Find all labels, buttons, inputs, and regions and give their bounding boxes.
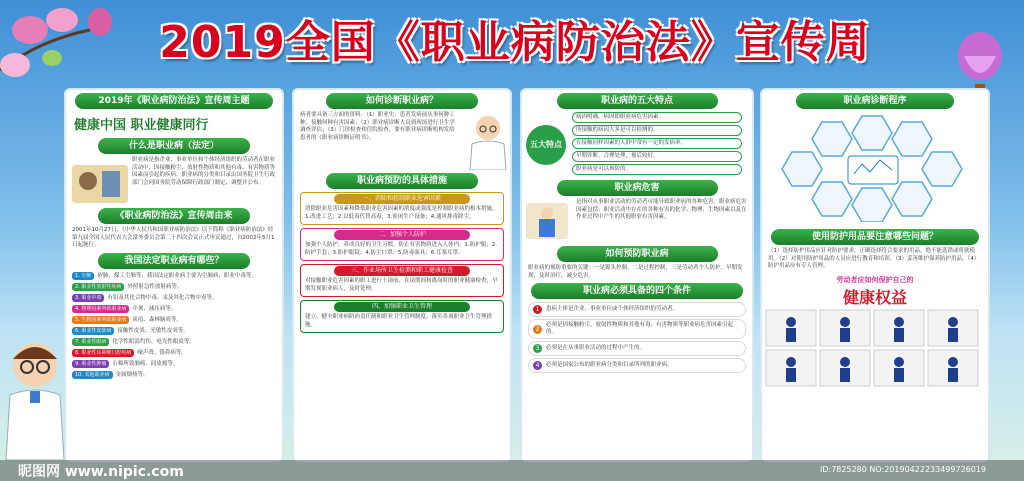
magnolia-decoration-icon bbox=[0, 0, 140, 95]
section-bar-theme: 2019年《职业病防治法》宣传周主题 bbox=[75, 93, 274, 109]
worker-illustration-icon bbox=[522, 199, 572, 243]
list-item: 3. 职业中毒 有铅及其化合物中毒、汞及其化合物中毒等。 bbox=[72, 294, 276, 303]
measure-box-4: 四、加强职业卫生管理 建立、健全职业病防治责任制和职业卫生管理制度，落实各项职业卫生管理措施。 bbox=[300, 300, 504, 333]
procedure-hexagon-diagram bbox=[762, 112, 984, 222]
condition-item: 2 必须是因接触粉尘、放射性物质和其他有毒、有害物质等职业病危害因素引起的。 bbox=[528, 319, 746, 339]
rights-title: 健康权益 bbox=[842, 287, 907, 307]
theme-slogan: 健康中国 职业健康同行 bbox=[74, 118, 209, 133]
measure-box-2: 二、加强个人防护 加强个人防护，养成良好的卫生习惯。防止有害物质进入人体内。1.防护服；2.防护手套；3.防护眼镜；4.防尘口罩；5.防毒面具；6.耳塞耳罩。 bbox=[300, 228, 504, 261]
list-item: 在接触同样因素的人群中常有一定的发病率。 bbox=[572, 138, 742, 149]
panel-diagnosis bbox=[292, 88, 512, 464]
measure-box-3: 三、作业场所卫生检测和职工健康检查 对接触职业危害因素的职工进行上岗前、在岗期间和离岗时的职业健康检查，早期发现职业病人，及时处理。 bbox=[300, 264, 504, 297]
origin-text: 2001年10月27日，《中华人民共和国职业病防治法》以下简称《职业病防治法》经第九届全国人民代表大会常务委员会第二十四次会议正式审议通过，自2002年5月1日起施行。 bbox=[72, 227, 275, 248]
section-bar-ppe: 使用防护用品要注意哪些问题？ bbox=[771, 229, 979, 245]
section-bar-what: 什么是职业病（法定） bbox=[98, 138, 249, 154]
panel-theme bbox=[64, 88, 284, 464]
list-item: 8. 职业性耳鼻喉口腔疾病 噪声聋、铬鼻病等。 bbox=[72, 349, 276, 358]
section-bar-diagnosis: 如何诊断职业病？ bbox=[326, 93, 477, 109]
doctor-cartoon-icon bbox=[0, 335, 70, 460]
section-bar-origin: 《职业病防治法》宣传周由来 bbox=[98, 208, 249, 224]
list-item: 所接触的病因大多是可以检测的。 bbox=[572, 125, 742, 136]
feature-list bbox=[566, 112, 748, 177]
panel-features bbox=[520, 88, 754, 464]
list-item: 5. 生物因素所致职业病 炭疽、森林脑炎等。 bbox=[72, 316, 276, 325]
harm-text: 是指对从事职业活动的劳动者可能导致职业病的各种危害。职业病危害因素包括：职业活动中存在的各种有害的化学、物理、生物因素以及在作业过程中产生的其他职业有害因素。 bbox=[576, 199, 747, 220]
condition-item: 3 必须是在从事职业活动的过程中产生的。 bbox=[528, 341, 746, 356]
watermark-site: 昵图网 www.nipic.com bbox=[18, 464, 184, 480]
what-text: 职业病是指企业、事业单位和个体经济组织的劳动者在职业活动中，因接触粉尘、放射性物质和其他有毒、有害物质等因素而引起的疾病。职业病的分类和目录由国务院卫生行政部门会同国务院劳动保障行政部门制定、调整并公布。 bbox=[132, 157, 276, 186]
section-bar-harm: 职业病危害 bbox=[557, 180, 718, 196]
list-item: 10. 其他职业病 金属烟热等。 bbox=[72, 371, 276, 380]
section-bar-measures: 职业病预防的具体措施 bbox=[326, 173, 477, 189]
list-item: 职业病是可以预防的。 bbox=[572, 164, 742, 175]
section-bar-conditions: 职业病必须具备的四个条件 bbox=[531, 283, 743, 299]
section-bar-types: 我国法定职业病有哪些？ bbox=[98, 253, 249, 269]
panel-procedure bbox=[760, 88, 990, 464]
condition-item: 1 患病主体是企业、事业单位或个体经济组织的劳动者。 bbox=[528, 302, 746, 317]
list-item: 2. 职业性放射性疾病 外照射急性放射病等。 bbox=[72, 283, 276, 292]
prevent-text: 职业病的预防重要的关键：一是源头控制，二是过程控制，三是劳动者个人防护。早期发现，及时治疗，减少危害。 bbox=[528, 265, 743, 279]
list-item: 早期诊断，合理处理，预后较好。 bbox=[572, 151, 742, 162]
list-item: 6. 职业性皮肤病 接触性皮炎、光敏性皮炎等。 bbox=[72, 327, 276, 336]
measure-box-1: 一、消除和控制职业危害因素 消除职业危害因素和降低职业危害因素的浓度或强度是控制职业病的根本措施。1.改进工艺；2.以低毒代替高毒；3.密闭生产设备；4.通风排毒除尘。 bbox=[300, 192, 504, 225]
rights-illustration-grid bbox=[762, 308, 984, 388]
section-bar-features: 职业病的五大特点 bbox=[557, 93, 718, 109]
header-banner bbox=[0, 0, 1024, 88]
condition-item: 4 必须是国家公布的职业病分类和目录所列的职业病。 bbox=[528, 358, 746, 373]
list-item: 7. 职业性眼病 化学性眼部灼伤、电光性眼炎等。 bbox=[72, 338, 276, 347]
list-item: 4. 物理因素所致职业病 中暑、减压病等。 bbox=[72, 305, 276, 314]
pollution-illustration-icon bbox=[70, 157, 130, 205]
section-bar-procedure: 职业病诊断程序 bbox=[796, 93, 954, 109]
rights-subtitle: 劳动者应如何保护自己的 bbox=[836, 275, 914, 284]
page-title: 2019全国《职业病防治法》宣传周 bbox=[159, 17, 871, 68]
section-bar-prevent: 如何预防职业病 bbox=[557, 246, 718, 262]
list-item: 9. 职业性肿瘤 石棉所致肺癌、间皮瘤等。 bbox=[72, 360, 276, 369]
disease-type-list bbox=[66, 272, 282, 380]
list-item: 病因明确，病因即职业病危害因素。 bbox=[572, 112, 742, 123]
ppe-text: （1）选择防护用品应针对防护要求，正确选择符合要求的用品，绝不能选错或将就使用。（2）对使用防护用品的人员应进行教育和培训。（3）妥善维护保养防护用品。（4）防护用品应有专人管理。 bbox=[768, 248, 980, 269]
watermark-id: ID:7825280 NO:20190422233499726019 bbox=[820, 465, 987, 474]
doctor-icon bbox=[466, 112, 510, 170]
features-badge: 五大特点 bbox=[526, 125, 566, 165]
list-item: 1. 尘肺 矽肺、煤工尘肺等，我国法定职业病主要为尘肺病、职业中毒等。 bbox=[72, 272, 276, 281]
diagnosis-text: 病者要具备三方面的资料：（1）职业史：患者发病前从事何种工种、接触何种有害因素；（2）职业病诊断人员到现场进行卫生学调查评估；（3）门诊检查和住院检查，要有职业病诊断机构发给患者的《职业病诊断证明书》。 bbox=[300, 112, 455, 141]
